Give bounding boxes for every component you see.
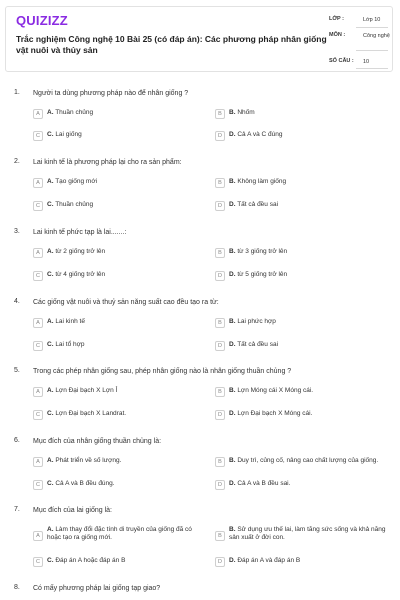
option-key: A. — [47, 109, 54, 116]
question-count-label: SỐ CÂU : — [329, 58, 354, 64]
question-number: 3. — [14, 228, 20, 235]
option-badge: B — [215, 387, 225, 397]
option-text: Lai kinh tế — [55, 318, 85, 325]
option-b[interactable] — [215, 248, 390, 260]
option-key: A. — [47, 526, 54, 533]
option-key: A. — [47, 248, 54, 255]
class-value: Lớp 10 — [363, 17, 381, 23]
option-a[interactable] — [33, 526, 203, 546]
class-underline — [356, 27, 388, 28]
option-text: Đáp án A hoặc đáp án B — [55, 557, 126, 564]
option-badge: D — [215, 341, 225, 351]
option-key: D. — [229, 271, 236, 278]
question-number: 6. — [14, 437, 20, 444]
option-text: Duy trì, củng cố, nâng cao chất lượng của giống. — [237, 457, 379, 464]
question-number: 1. — [14, 89, 20, 96]
option-key: B. — [229, 457, 236, 464]
option-text: Tạo giống mới — [55, 178, 98, 185]
option-text: Đáp án A và đáp án B — [237, 557, 301, 564]
quizizz-logo: QUIZIZZ — [16, 13, 68, 28]
option-c[interactable] — [33, 410, 203, 422]
worksheet-title: Trắc nghiệm Công nghệ 10 Bài 25 (có đáp án): Các phương pháp nhân giống vật nuôi và thủy sản — [16, 34, 327, 55]
option-key: D. — [229, 557, 236, 564]
option-d[interactable] — [215, 557, 390, 569]
option-c[interactable] — [33, 557, 203, 569]
question-number: 7. — [14, 506, 20, 513]
option-text: Làm thay đổi đặc tính di truyền của giống đã có hoặc tạo ra giống mới. — [47, 526, 192, 541]
option-key: C. — [47, 271, 54, 278]
option-text: Lợn Đại bạch X Lợn Ỉ — [55, 387, 118, 394]
option-key: B. — [229, 178, 236, 185]
question-text: Mục đích của nhân giống thuần chủng là: — [33, 438, 162, 445]
option-a[interactable] — [33, 318, 203, 330]
question-text: Có mấy phương pháp lai giống tạp giao? — [33, 585, 161, 592]
option-badge: A — [33, 109, 43, 119]
question-text: Trong các phép nhân giống sau, phép nhân giống nào là nhân giống thuần chủng ? — [33, 368, 292, 375]
option-text: Lai tổ hợp — [55, 341, 85, 348]
option-badge: B — [215, 318, 225, 328]
option-b[interactable] — [215, 387, 390, 399]
option-c[interactable] — [33, 480, 203, 492]
option-text: Lai giống — [55, 131, 82, 138]
option-badge: B — [215, 178, 225, 188]
option-c[interactable] — [33, 131, 203, 143]
option-badge: D — [215, 480, 225, 490]
option-badge: A — [33, 387, 43, 397]
option-text: Cả A và B đều sai. — [237, 480, 291, 487]
question-text: Mục đích của lai giống là: — [33, 507, 112, 514]
option-key: A. — [47, 387, 54, 394]
question-number: 2. — [14, 158, 20, 165]
option-b[interactable] — [215, 526, 390, 546]
question-number: 4. — [14, 298, 20, 305]
option-d[interactable] — [215, 271, 390, 283]
option-text: Không làm giống — [237, 178, 287, 185]
option-badge: C — [33, 201, 43, 211]
question-text: Lai kinh tế là phương pháp lại cho ra sản phẩm: — [33, 159, 182, 166]
option-key: D. — [229, 131, 236, 138]
option-key: D. — [229, 341, 236, 348]
option-text: Phát triển về số lượng. — [55, 457, 122, 464]
option-badge: C — [33, 341, 43, 351]
option-badge: C — [33, 131, 43, 141]
option-c[interactable] — [33, 201, 203, 213]
question-number: 8. — [14, 584, 20, 591]
option-text: Lợn Móng cái X Móng cái. — [237, 387, 314, 394]
option-badge: B — [215, 248, 225, 258]
question-text: Người ta dùng phương pháp nào để nhân giống ? — [33, 90, 189, 97]
option-badge: D — [215, 131, 225, 141]
option-c[interactable] — [33, 341, 203, 353]
option-text: từ 3 giống trở lên — [237, 248, 288, 255]
option-badge: A — [33, 178, 43, 188]
option-badge: A — [33, 531, 43, 541]
option-a[interactable] — [33, 457, 203, 469]
option-a[interactable] — [33, 109, 203, 121]
option-badge: D — [215, 410, 225, 420]
option-b[interactable] — [215, 318, 390, 330]
option-d[interactable] — [215, 480, 390, 492]
option-key: C. — [47, 557, 54, 564]
option-text: Sử dụng ưu thế lai, làm tăng sức sống và khả năng sản xuất ở đời con. — [229, 526, 386, 541]
option-text: Tất cả đều sai — [237, 201, 279, 208]
class-label: LỚP : — [329, 16, 344, 22]
option-key: A. — [47, 457, 54, 464]
option-key: A. — [47, 178, 54, 185]
option-d[interactable] — [215, 410, 390, 422]
option-key: B. — [229, 248, 236, 255]
option-key: B. — [229, 387, 236, 394]
option-text: Thuần chủng — [55, 201, 94, 208]
question-text: Lai kinh tế phức tạp là lai.......: — [33, 229, 127, 236]
option-badge: C — [33, 271, 43, 281]
option-badge: B — [215, 109, 225, 119]
option-text: Lai phức hợp — [237, 318, 276, 325]
option-badge: C — [33, 557, 43, 567]
option-text: Nhốm — [237, 109, 255, 116]
subject-label: MÔN : — [329, 32, 346, 38]
option-key: D. — [229, 480, 236, 487]
option-b[interactable] — [215, 178, 390, 190]
option-b[interactable] — [215, 109, 390, 121]
option-key: C. — [47, 480, 54, 487]
option-badge: A — [33, 457, 43, 467]
option-key: D. — [229, 410, 236, 417]
option-badge: B — [215, 457, 225, 467]
option-text: Lợn Đại bạch X Landrat. — [55, 410, 127, 417]
option-badge: C — [33, 410, 43, 420]
option-key: C. — [47, 201, 54, 208]
option-text: từ 2 giống trở lên — [55, 248, 106, 255]
option-key: A. — [47, 318, 54, 325]
option-key: B. — [229, 109, 236, 116]
option-key: C. — [47, 341, 54, 348]
option-text: Cả A và C đúng — [237, 131, 283, 138]
option-a[interactable] — [33, 178, 203, 190]
option-b[interactable] — [215, 457, 390, 469]
option-key: C. — [47, 410, 54, 417]
option-key: B. — [229, 318, 236, 325]
count-underline — [356, 68, 388, 69]
option-key: D. — [229, 201, 236, 208]
option-text: Tất cả đều sai — [237, 341, 279, 348]
worksheet-header — [5, 6, 393, 72]
question-number: 5. — [14, 367, 20, 374]
option-badge: B — [215, 531, 225, 541]
option-badge: D — [215, 557, 225, 567]
option-a[interactable] — [33, 387, 203, 399]
option-badge: D — [215, 271, 225, 281]
subject-value: Công nghệ — [363, 33, 390, 39]
option-d[interactable] — [215, 341, 390, 353]
option-text: Thuần chủng — [55, 109, 94, 116]
question-text: Các giống vật nuôi và thuỷ sản năng suất cao đều tạo ra từ: — [33, 299, 219, 306]
option-key: B. — [229, 526, 236, 533]
option-d[interactable] — [215, 131, 390, 143]
option-text: Cả A và B đều đúng. — [55, 480, 115, 487]
question-count-value: 10 — [363, 59, 370, 65]
option-text: Lợn Đại bạch X Móng cái. — [237, 410, 313, 417]
option-badge: D — [215, 201, 225, 211]
option-d[interactable] — [215, 201, 390, 213]
option-c[interactable] — [33, 271, 203, 283]
option-badge: A — [33, 318, 43, 328]
subject-underline — [356, 50, 388, 51]
option-text: từ 4 giống trở lên — [55, 271, 106, 278]
option-a[interactable] — [33, 248, 203, 260]
option-key: C. — [47, 131, 54, 138]
option-badge: A — [33, 248, 43, 258]
option-text: từ 5 giống trở lên — [237, 271, 288, 278]
option-badge: C — [33, 480, 43, 490]
